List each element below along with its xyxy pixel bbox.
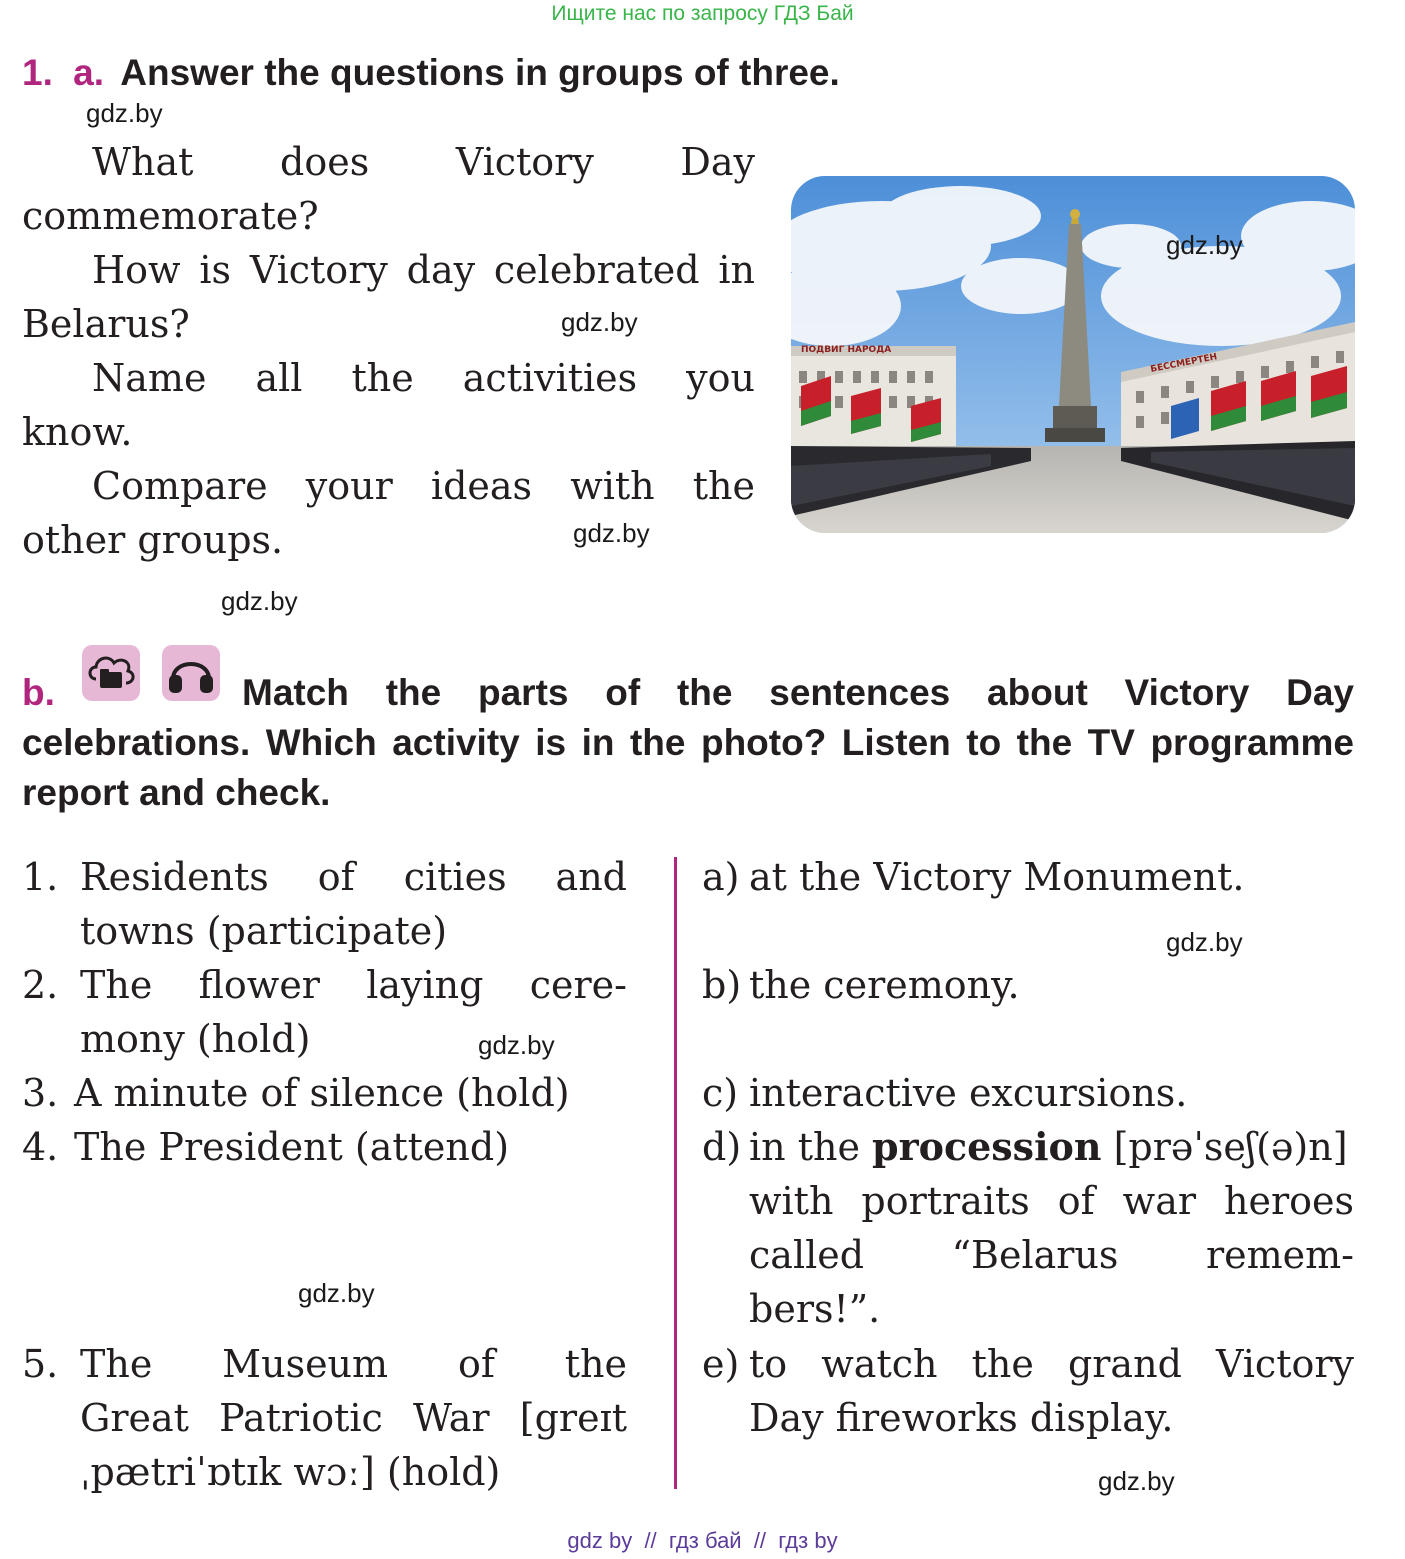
watermark: gdz.by [221,586,298,616]
question-4-line1: Compare your ideas with the [92,464,755,508]
item-transcription: [prəˈseʃ(ə)n] [1101,1125,1348,1169]
item-number: 5. [22,1342,59,1386]
building-inscription-left: ПОДВИГ НАРОДА [801,345,892,355]
item-line: at the Victory Monument. [749,855,1245,899]
question-4-line2: other groups. [22,518,284,562]
item-number: 1. [22,855,59,899]
item-letter: e) [702,1342,740,1386]
item-letter: c) [702,1071,739,1115]
item-line: with portraits of war heroes [749,1179,1354,1223]
item-number: 3. [22,1071,59,1115]
item-line [749,1120,1348,1174]
item-letter: a) [702,855,740,899]
watermark: gdz.by [561,307,638,337]
item-line: Great Patriotic War [greɪt [80,1396,627,1440]
item-text: in the [749,1125,873,1169]
task-heading [22,52,840,94]
item-number: 4. [22,1125,59,1169]
watermark: gdz.by [1166,927,1243,957]
task-sub-a: a. [73,52,104,93]
watermark: gdz.by [1098,1466,1175,1496]
task-heading-text: Answer the questions in groups of three. [120,52,840,93]
question-3-line1: Name all the activities you [92,356,755,400]
column-divider [674,857,677,1489]
building-inscription-right: БЕССМЕРТЕН [1149,352,1219,375]
item-letter: b) [702,963,742,1007]
questions-block [22,135,755,567]
watermark: gdz.by [86,98,163,128]
item-line: interactive excursions. [749,1071,1188,1115]
item-number: 2. [22,963,59,1007]
item-line: towns (participate) [80,909,448,953]
item-line: to watch the grand Victory [749,1342,1354,1386]
item-line: ˌpætriˈɒtɪk wɔː] (hold) [80,1450,501,1494]
item-line: The flower laying cere- [80,963,627,1007]
task-instruction [22,668,1354,818]
task-instruction-text: Match the parts of the sentences about Victory Day celebrations. Which activity is in the photo? Listen to the TV programme report and check. [22,672,1354,813]
keyword-procession: procession [872,1124,1102,1169]
item-line: The Museum of the [80,1342,627,1386]
item-line: Residents of cities and [80,855,627,899]
question-3-line2: know. [22,410,133,454]
item-line: bers!”. [749,1287,881,1331]
watermark: gdz.by [478,1030,555,1060]
item-line: called “Belarus remem- [749,1233,1354,1277]
item-line: the ceremony. [749,963,1020,1007]
item-line: mony (hold) [80,1017,311,1061]
footer-links: gdz by // гдз бай // гдз by [567,1528,838,1553]
item-line: The President (attend) [74,1125,510,1169]
item-letter: d) [702,1125,742,1169]
left-items [22,850,627,1500]
watermark: gdz.by [1166,230,1243,260]
victory-square-photo [791,176,1355,533]
question-1-line1: What does Victory Day [92,140,755,184]
right-items [702,850,1354,1500]
victory-square-illustration [791,176,1355,533]
search-banner: Ищите нас по запросу ГДЗ Бай [551,2,854,25]
item-line: A minute of silence (hold) [74,1071,570,1115]
item-line: Day fireworks display. [749,1396,1174,1440]
task-number: 1. [22,52,53,93]
question-2-line1: How is Victory day celebrated in [92,248,755,292]
watermark: gdz.by [573,518,650,548]
task-sub-b: b. [22,672,55,713]
question-1-line2: commemorate? [22,194,319,238]
question-2-line2: Belarus? [22,302,190,346]
watermark: gdz.by [298,1278,375,1308]
